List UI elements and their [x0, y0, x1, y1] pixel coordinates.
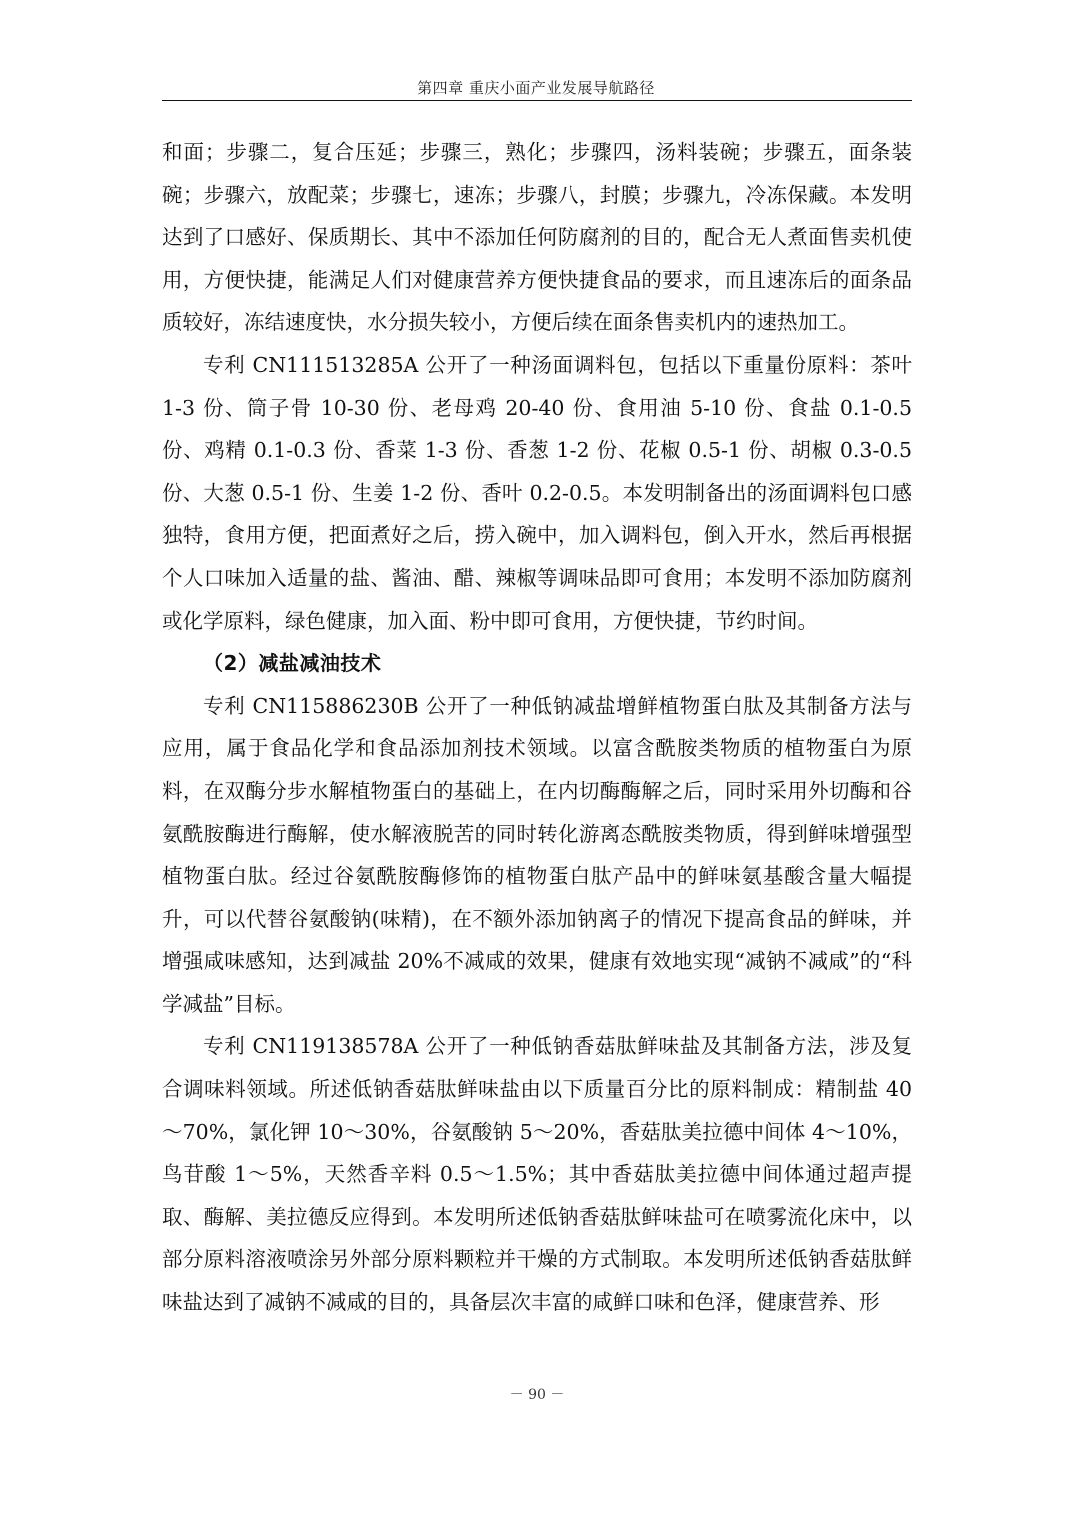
paragraph-patent-cn119138578a: 专利 CN119138578A 公开了一种低钠香菇肽鲜味盐及其制备方法，涉及复合调味料领域。所述低钠香菇肽鲜味盐由以下质量百分比的原料制成：精制盐 40～70%，氯化钾 10～30%，谷氨酸钠 5～20%，香菇肽美拉德中间体 4～10%，鸟苷酸 1～5%，天然香辛料 0.5～1.5%；其中香菇肽美拉德中间体通过超声提取、酶解、美拉德反应得到。本发明所述低钠香菇肽鲜味盐可在喷雾流化床中，以部分原料溶液喷涂另外部分原料颗粒并干燥的方式制取。本发明所述低钠香菇肽鲜味盐达到了减钠不减咸的目的，具备层次丰富的咸鲜口味和色泽，健康营养、形	[162, 1034, 912, 1315]
header-divider	[162, 100, 912, 101]
paragraph-patent-cn111513285a: 专利 CN111513285A 公开了一种汤面调料包，包括以下重量份原料：茶叶 1-3 份、筒子骨 10-30 份、老母鸡 20-40 份、食用油 5-10 份、食盐 0.1-0.5 份、鸡精 0.1-0.3 份、香菜 1-3 份、香葱 1-2 份、花椒 0.5-1 份、胡椒 0.3-0.5 份、大葱 0.5-1 份、生姜 1-2 份、香叶 0.2-0.5。本发明制备出的汤面调料包口感独特，食用方便，把面煮好之后，捞入碗中，加入调料包，倒入开水，然后再根据个人口味加入适量的盐、酱油、醋、辣椒等调味品即可食用；本发明不添加防腐剂或化学原料，绿色健康，加入面、粉中即可食用，方便快捷，节约时间。	[162, 352, 912, 633]
body-text	[162, 131, 912, 1324]
running-header: 第四章 重庆小面产业发展导航路径	[417, 79, 655, 97]
page-number: － 90 －	[509, 1387, 565, 1403]
paragraph-continuation: 和面；步骤二，复合压延；步骤三，熟化；步骤四，汤料装碗；步骤五，面条装碗；步骤六，放配菜；步骤七，速冻；步骤八，封膜；步骤九，冷冻保藏。本发明达到了口感好、保质期长、其中不添加任何防腐剂的目的，配合无人煮面售卖机使用，方便快捷，能满足人们对健康营养方便快捷食品的要求，而且速冻后的面条品质较好，冻结速度快，水分损失较小，方便后续在面条售卖机内的速热加工。	[162, 140, 912, 335]
paragraph-patent-cn115886230b: 专利 CN115886230B 公开了一种低钠减盐增鲜植物蛋白肽及其制备方法与应用，属于食品化学和食品添加剂技术领域。以富含酰胺类物质的植物蛋白为原料，在双酶分步水解植物蛋白的基础上，在内切酶酶解之后，同时采用外切酶和谷氨酰胺酶进行酶解，使水解液脱苦的同时转化游离态酰胺类物质，得到鲜味增强型植物蛋白肽。经过谷氨酰胺酶修饰的植物蛋白肽产品中的鲜味氨基酸含量大幅提升，可以代替谷氨酸钠(味精)，在不额外添加钠离子的情况下提高食品的鲜味，并增强咸味感知，达到减盐 20%不减咸的效果，健康有效地实现“减钠不减咸”的“科学减盐”目标。	[162, 693, 912, 1016]
section-subheading: （2）减盐减油技术	[203, 651, 382, 676]
